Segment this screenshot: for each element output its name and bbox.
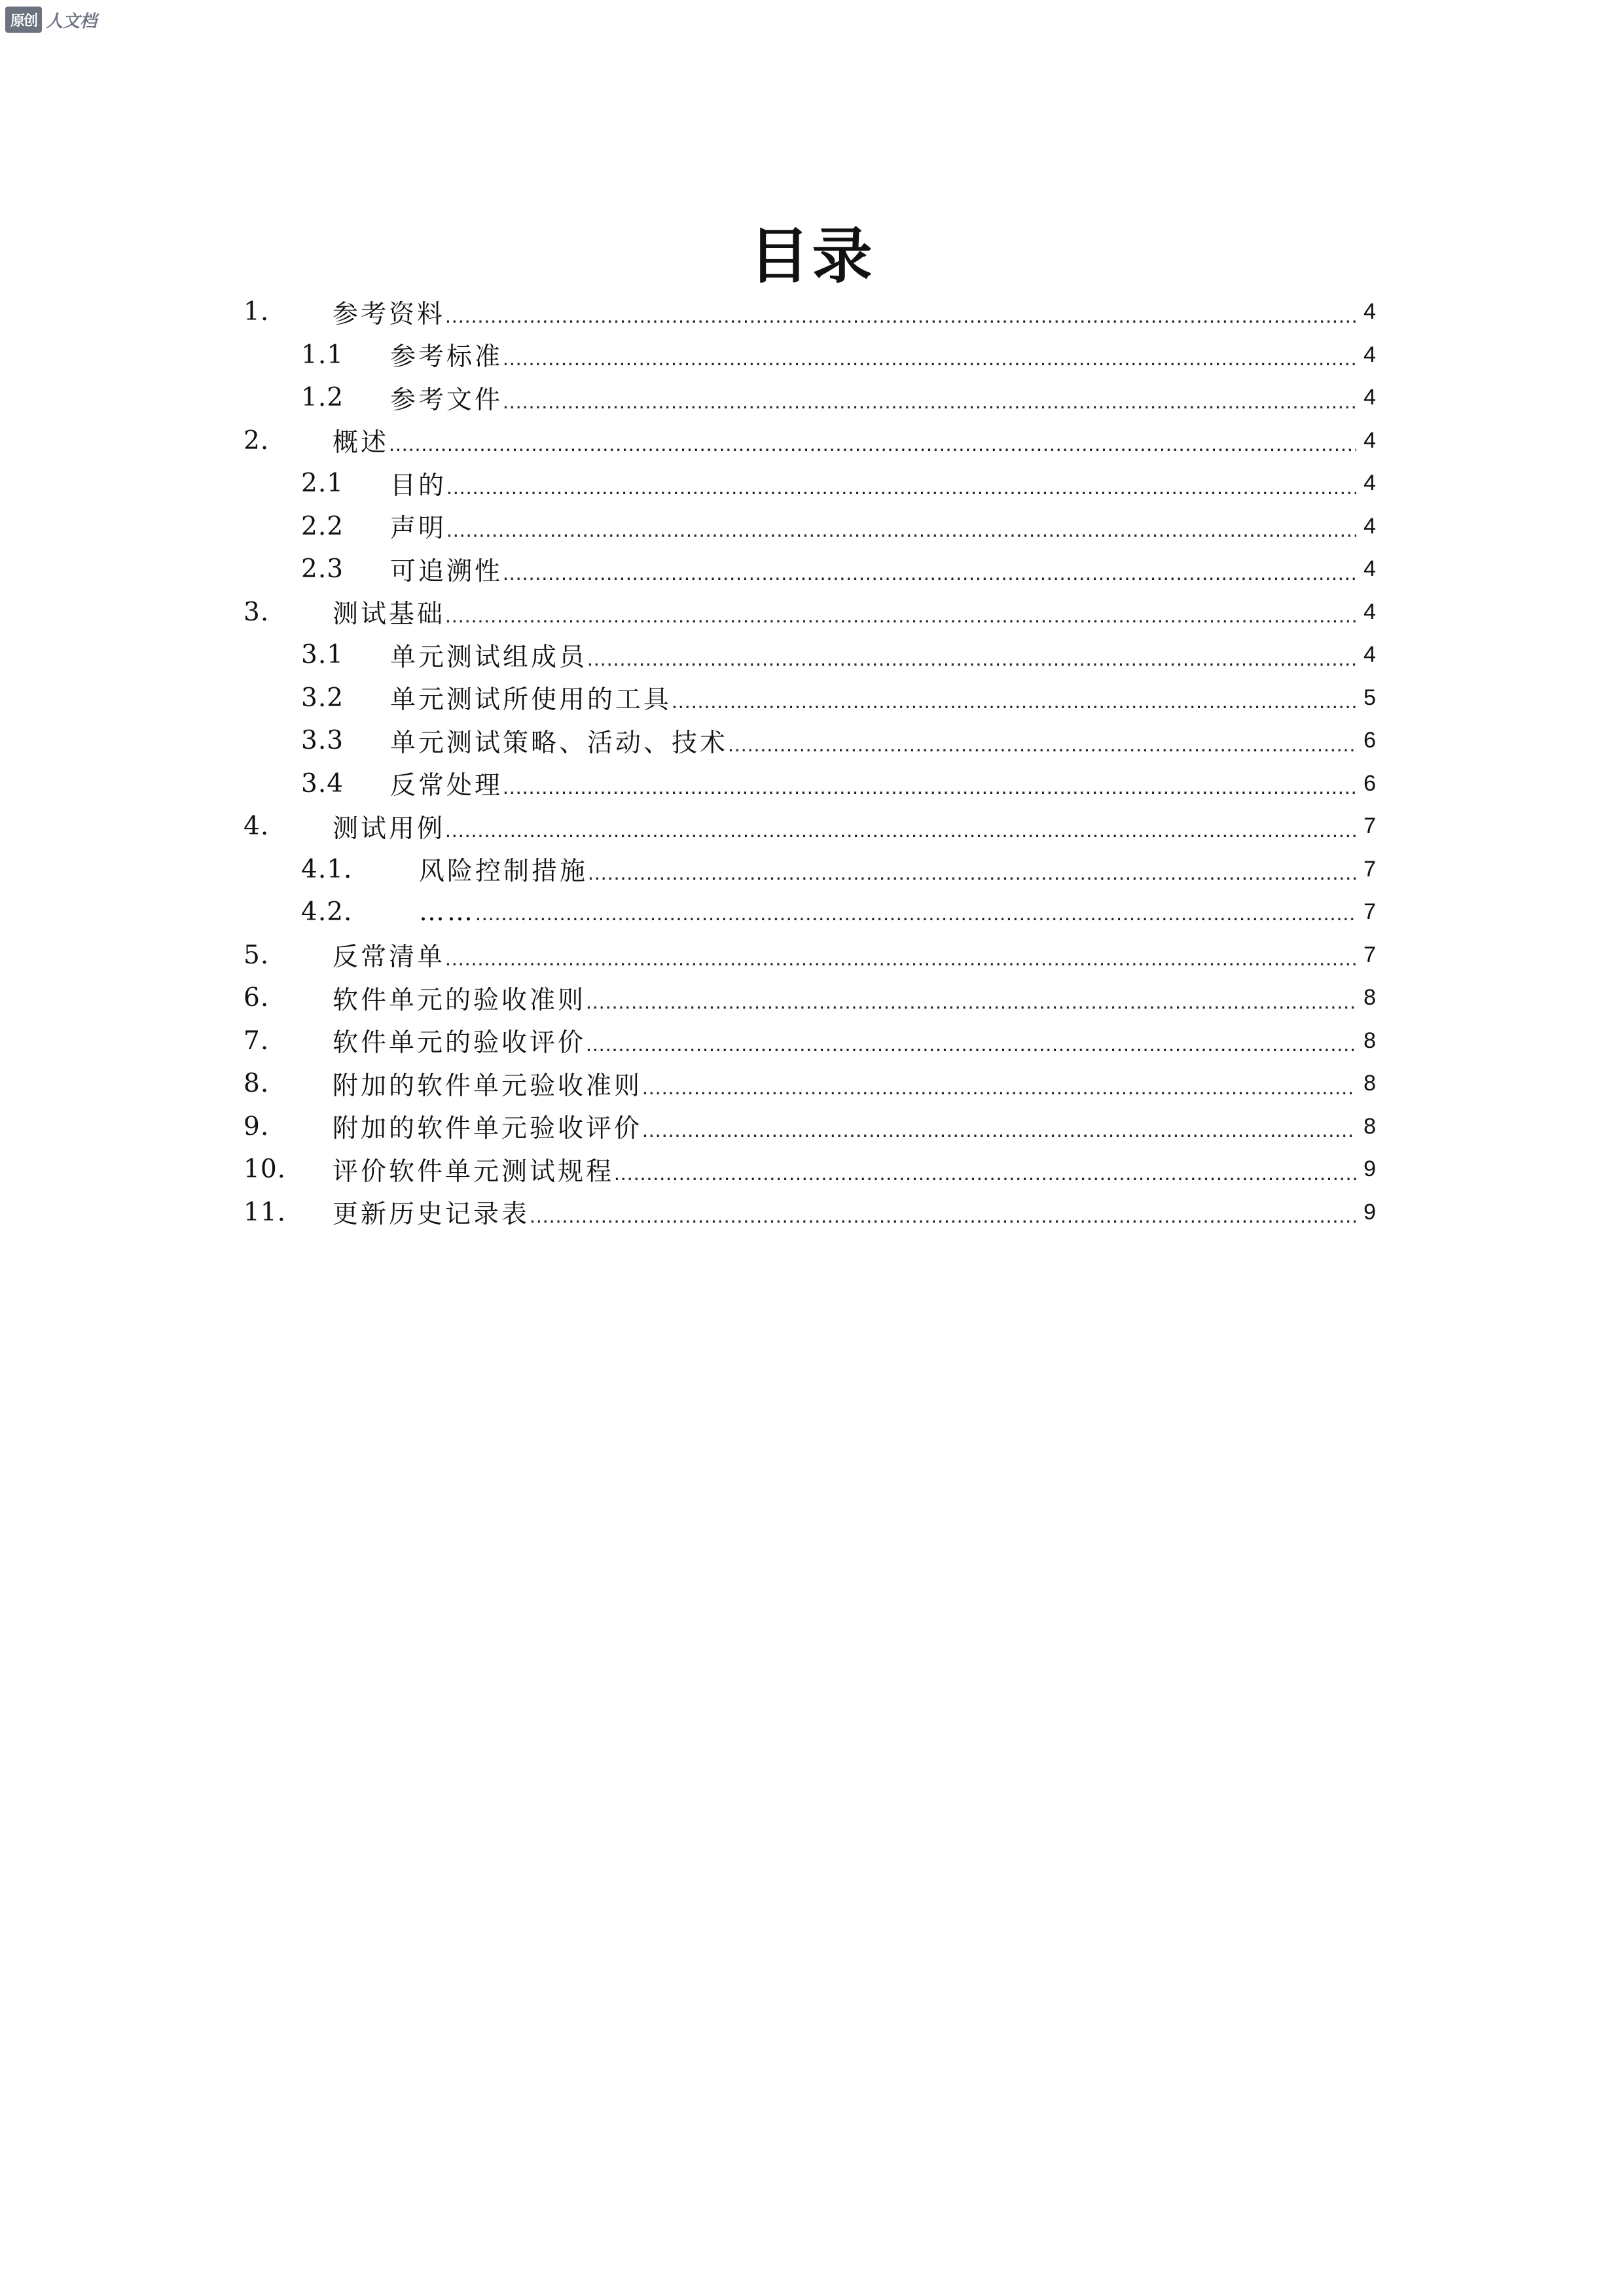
toc-entry-number: 2.2 [301, 511, 344, 541]
toc-dot-leader [445, 818, 1356, 842]
toc-entry-label: 参考标准 [390, 336, 503, 373]
toc-entry[interactable] [244, 891, 1376, 934]
watermark-text: 人文档 [46, 11, 98, 31]
toc-dot-leader [389, 432, 1356, 456]
toc-entry-text [390, 765, 1356, 802]
toc-entry-label: 评价软件单元测试规程 [333, 1151, 614, 1188]
toc-entry-number: 11. [244, 1197, 287, 1227]
toc-entry-number: 4. [244, 812, 270, 842]
toc-entry[interactable] [244, 634, 1376, 677]
toc-entry-page-number: 9 [1363, 1157, 1376, 1182]
toc-dot-leader [445, 603, 1356, 628]
toc-entry-text [333, 594, 1356, 630]
toc-entry[interactable] [244, 848, 1376, 891]
toc-dot-leader [586, 990, 1356, 1014]
toc-entry-page-number: 7 [1363, 856, 1376, 882]
toc-entry-label: 测试基础 [333, 594, 445, 630]
toc-entry-number: 3.1 [301, 640, 344, 670]
toc-dot-leader [586, 1032, 1356, 1056]
toc-entry[interactable] [244, 719, 1376, 762]
toc-entry-number: 2.3 [301, 554, 344, 584]
toc-entry[interactable] [244, 591, 1376, 634]
toc-entry-number: 3.3 [301, 726, 344, 756]
toc-entry-text [390, 465, 1356, 502]
toc-entry-label: …… [419, 897, 475, 927]
toc-entry-text [419, 897, 1356, 927]
watermark-logo [5, 5, 97, 34]
toc-entry-text [419, 851, 1356, 888]
toc-entry-page-number: 9 [1363, 1199, 1376, 1225]
toc-dot-leader [503, 775, 1356, 799]
toc-entry-number: 1. [244, 297, 270, 327]
toc-entry[interactable] [244, 505, 1376, 548]
toc-entry[interactable] [244, 291, 1376, 334]
toc-entry-number: 3. [244, 597, 270, 627]
toc-dot-leader [503, 346, 1356, 370]
toc-entry-text [333, 1022, 1356, 1059]
toc-entry-text [333, 980, 1356, 1016]
toc-entry-number: 7. [244, 1026, 270, 1056]
toc-entry-text [333, 1194, 1356, 1230]
toc-dot-leader [446, 518, 1356, 542]
toc-entry-text [390, 551, 1356, 588]
toc-entry-number: 9. [244, 1111, 270, 1141]
toc-entry[interactable] [244, 548, 1376, 591]
toc-entry-number: 3.2 [301, 683, 344, 713]
toc-entry-text [390, 336, 1356, 373]
toc-entry-number: 3.4 [301, 768, 344, 798]
toc-entry-number: 1.2 [301, 383, 344, 413]
toc-entry-page-number: 4 [1363, 342, 1376, 367]
toc-entry-label: 软件单元的验收评价 [333, 1022, 586, 1059]
toc-entry-label: 反常清单 [333, 937, 445, 973]
toc-entry-number: 4.2. [301, 897, 353, 927]
toc-entry[interactable] [244, 1020, 1376, 1063]
table-of-contents [244, 291, 1376, 1234]
toc-entry[interactable] [244, 1062, 1376, 1105]
toc-entry[interactable] [244, 762, 1376, 806]
toc-entry-text [333, 1108, 1356, 1145]
toc-entry-number: 2. [244, 425, 270, 456]
toc-entry-text [333, 422, 1356, 459]
toc-entry-number: 8. [244, 1069, 270, 1099]
toc-dot-leader [672, 689, 1356, 713]
toc-entry-label: 风险控制措施 [419, 851, 588, 888]
toc-entry-page-number: 4 [1363, 299, 1376, 325]
toc-entry-label: 单元测试策略、活动、技术 [390, 723, 728, 759]
toc-entry-page-number: 8 [1363, 1071, 1376, 1096]
toc-entry-label: 测试用例 [333, 808, 445, 845]
toc-entry-text [333, 937, 1356, 973]
toc-entry-number: 2.1 [301, 469, 344, 499]
toc-entry-text [390, 380, 1356, 416]
toc-entry-page-number: 8 [1363, 1113, 1376, 1139]
toc-dot-leader [728, 732, 1356, 757]
toc-entry-page-number: 4 [1363, 599, 1376, 624]
toc-entry[interactable] [244, 977, 1376, 1020]
toc-entry[interactable] [244, 420, 1376, 463]
toc-entry-page-number: 6 [1363, 770, 1376, 796]
toc-entry-label: 概述 [333, 422, 389, 459]
toc-dot-leader [445, 946, 1356, 971]
toc-entry-label: 声明 [390, 508, 446, 545]
toc-entry-text [333, 294, 1356, 331]
toc-entry-label: 单元测试所使用的工具 [390, 679, 672, 716]
toc-entry[interactable] [244, 1191, 1376, 1234]
toc-dot-leader [503, 389, 1356, 414]
toc-dot-leader [614, 1161, 1356, 1185]
toc-dot-leader [530, 1204, 1356, 1228]
toc-entry[interactable] [244, 805, 1376, 848]
toc-entry-page-number: 4 [1363, 427, 1376, 453]
toc-dot-leader [446, 475, 1356, 499]
toc-entry-number: 4.1. [301, 854, 353, 884]
page-title: 目录 [749, 221, 875, 291]
toc-entry-page-number: 7 [1363, 814, 1376, 839]
toc-dot-leader [642, 1118, 1356, 1142]
toc-dot-leader [445, 304, 1356, 328]
toc-entry-page-number: 4 [1363, 556, 1376, 582]
toc-entry-text [333, 1151, 1356, 1188]
toc-entry-page-number: 7 [1363, 899, 1376, 925]
toc-entry-text [390, 679, 1356, 716]
toc-dot-leader [587, 647, 1356, 671]
toc-entry-page-number: 4 [1363, 513, 1376, 539]
toc-entry-page-number: 8 [1363, 1028, 1376, 1053]
toc-entry[interactable] [244, 1148, 1376, 1191]
watermark-badge: 原创 [5, 7, 42, 33]
toc-entry-number: 10. [244, 1155, 287, 1185]
toc-entry[interactable] [244, 934, 1376, 977]
toc-entry-label: 反常处理 [390, 765, 503, 802]
toc-entry-page-number: 5 [1363, 685, 1376, 710]
toc-entry-label: 更新历史记录表 [333, 1194, 530, 1230]
toc-entry-number: 1.1 [301, 340, 344, 370]
toc-entry[interactable] [244, 376, 1376, 420]
toc-entry[interactable] [244, 1105, 1376, 1149]
toc-entry-text [390, 508, 1356, 545]
toc-entry-page-number: 4 [1363, 385, 1376, 410]
toc-entry-page-number: 8 [1363, 985, 1376, 1011]
toc-entry-label: 可追溯性 [390, 551, 503, 588]
toc-entry-page-number: 4 [1363, 642, 1376, 668]
toc-entry-page-number: 4 [1363, 471, 1376, 496]
toc-dot-leader [503, 561, 1356, 585]
toc-entry-page-number: 6 [1363, 728, 1376, 753]
toc-entry-text [390, 723, 1356, 759]
toc-entry-label: 参考文件 [390, 380, 503, 416]
toc-entry-label: 软件单元的验收准则 [333, 980, 586, 1016]
toc-entry[interactable] [244, 334, 1376, 377]
toc-entry-label: 目的 [390, 465, 446, 502]
toc-entry-label: 附加的软件单元验收评价 [333, 1108, 642, 1145]
toc-dot-leader [588, 861, 1356, 885]
toc-dot-leader [642, 1075, 1356, 1100]
toc-entry-text [333, 1066, 1356, 1102]
toc-dot-leader [475, 901, 1356, 925]
toc-entry[interactable] [244, 677, 1376, 720]
toc-entry-label: 单元测试组成员 [390, 637, 587, 673]
toc-entry-label: 附加的软件单元验收准则 [333, 1066, 642, 1102]
toc-entry-label: 参考资料 [333, 294, 445, 331]
toc-entry-page-number: 7 [1363, 942, 1376, 967]
toc-entry-number: 5. [244, 940, 270, 970]
toc-entry[interactable] [244, 462, 1376, 505]
toc-entry-text [333, 808, 1356, 845]
toc-entry-text [390, 637, 1356, 673]
toc-entry-number: 6. [244, 983, 270, 1013]
